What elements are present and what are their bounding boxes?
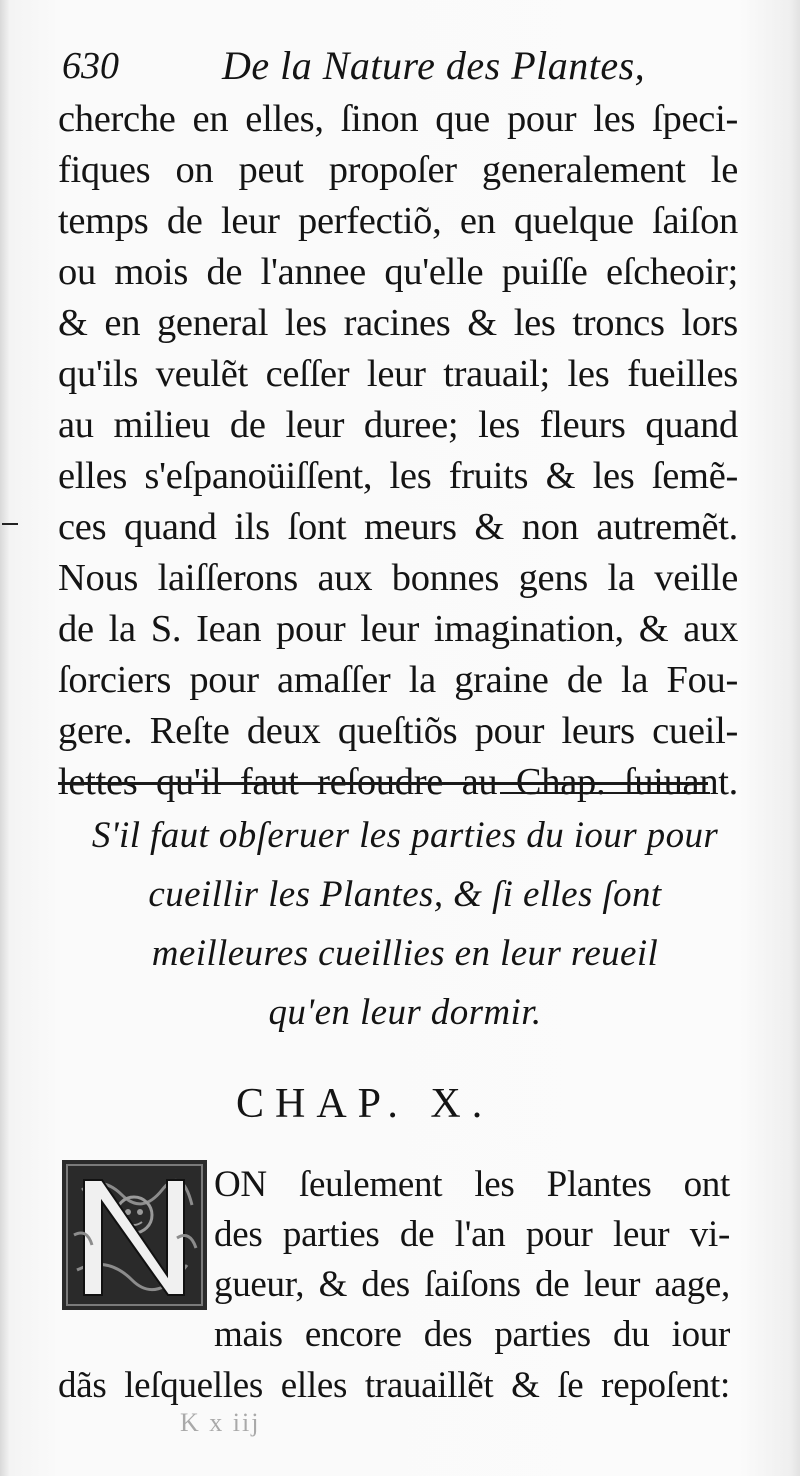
text-line: lettes qu'il faut reſoudre au Chap. ſuiuant.: [58, 761, 738, 803]
text-line: au milieu de leur duree; les fleurs quand: [58, 404, 738, 446]
decorated-initial-icon: [62, 1160, 207, 1310]
paragraph-continuation: [58, 1360, 730, 1411]
page-number: 630: [62, 45, 119, 87]
text-line: qu'ils veulẽt ceſſer leur trauail; les fueilles: [58, 353, 738, 395]
chapter-title-line: S'il faut obſeruer les parties du iour pour: [91, 815, 719, 856]
text-line: ſorciers pour amaſſer la graine de la Fou-: [58, 659, 738, 701]
chapter-heading: CHAP. X.: [236, 1081, 494, 1127]
chapter-title: [60, 806, 750, 1042]
opening-paragraph: [214, 1160, 730, 1360]
margin-mark: [2, 523, 18, 525]
text-line: cherche en elles, ſinon que pour les ſpeci-: [58, 98, 738, 140]
body-text: [58, 94, 738, 808]
text-line: ou mois de l'annee qu'elle puiſſe eſcheoir;: [58, 251, 738, 293]
text-line: dãs leſquelles elles trauaillẽt & ſe repoſent:: [58, 1365, 730, 1406]
text-line: de la S. Iean pour leur imagination, & aux: [58, 608, 738, 650]
chapter-title-line: cueillir les Plantes, & ſi elles ſont: [148, 874, 662, 915]
text-line: Nous laiſſerons aux bonnes gens la veille: [58, 557, 738, 599]
text-line: ces quand ils ſont meurs & non autremẽt.: [58, 506, 738, 548]
text-line: gere. Reſte deux queſtiõs pour leurs cueil-: [58, 710, 738, 752]
text-line: fiques on peut propoſer generalement le: [58, 149, 738, 191]
text-line: gueur, & des ſaiſons de leur aage,: [214, 1264, 730, 1305]
text-line: & en general les racines & les troncs lors: [58, 302, 738, 344]
text-line: des parties de l'an pour leur vi-: [214, 1214, 730, 1255]
section-rule-secondary: [500, 792, 710, 794]
text-line: ON ſeulement les Plantes ont: [214, 1164, 730, 1205]
text-line: temps de leur perfectiõ, en quelque ſaiſon: [58, 200, 738, 242]
section-rule: [58, 782, 708, 785]
chapter-title-line: qu'en leur dormir.: [268, 992, 542, 1033]
running-title: De la Nature des Plantes,: [222, 43, 646, 88]
page-header: [62, 38, 752, 98]
chapter-title-line: meilleures cueillies en leur reueil: [151, 933, 659, 974]
signature-mark: K x iij: [180, 1408, 261, 1437]
text-line: elles s'eſpanoüiſſent, les fruits & les ſemẽ-: [58, 455, 738, 497]
text-line: mais encore des parties du iour: [214, 1314, 730, 1355]
